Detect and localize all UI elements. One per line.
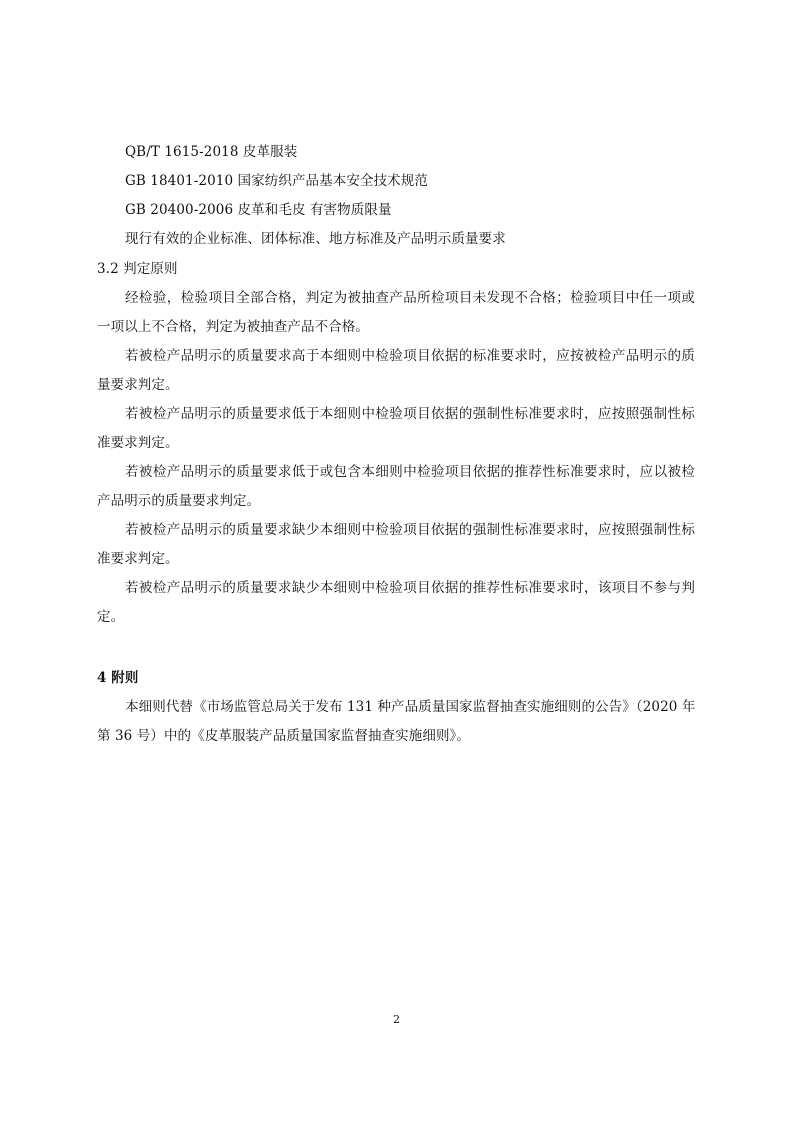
- paragraph-line: 若被检产品明示的质量要求低于或包含本细则中检验项目依据的推荐性标准要求时，应以被检: [125, 464, 695, 480]
- paragraph-line: 第 36 号）中的《皮革服装产品质量国家监督抽查实施细则》。: [97, 728, 471, 744]
- paragraph-line: 定。: [97, 609, 125, 625]
- standard-item: QB/T 1615-2018 皮革服装: [125, 144, 298, 160]
- standard-item: GB 20400-2006 皮革和毛皮 有害物质限量: [125, 202, 392, 218]
- paragraph-line: 准要求判定。: [97, 551, 179, 567]
- section-heading: 3.2 判定原则: [97, 261, 178, 277]
- paragraph-line: 本细则代替《市场监管总局关于发布 131 种产品质量国家监督抽查实施细则的公告》（2020 年: [125, 699, 696, 715]
- section-heading: 4 附则: [97, 670, 139, 686]
- paragraph-line: 量要求判定。: [97, 377, 179, 393]
- paragraph-line: 准要求判定。: [97, 435, 179, 451]
- paragraph-line: 一项以上不合格，判定为被抽查产品不合格。: [97, 319, 369, 335]
- standard-item: GB 18401-2010 国家纺织产品基本安全技术规范: [125, 173, 428, 189]
- paragraph-line: 若被检产品明示的质量要求缺少本细则中检验项目依据的强制性标准要求时，应按照强制性标: [125, 522, 695, 538]
- paragraph-line: 若被检产品明示的质量要求低于本细则中检验项目依据的强制性标准要求时，应按照强制性标: [125, 406, 695, 422]
- page-number: 2: [393, 1013, 400, 1026]
- paragraph-line: 若被检产品明示的质量要求高于本细则中检验项目依据的标准要求时，应按被检产品明示的质: [125, 348, 695, 364]
- standard-item: 现行有效的企业标准、团体标准、地方标准及产品明示质量要求: [125, 231, 506, 247]
- paragraph-line: 经检验，检验项目全部合格，判定为被抽查产品所检项目未发现不合格；检验项目中任一项或: [125, 290, 695, 306]
- paragraph-line: 若被检产品明示的质量要求缺少本细则中检验项目依据的推荐性标准要求时，该项目不参与判: [125, 580, 695, 596]
- paragraph-line: 产品明示的质量要求判定。: [97, 493, 261, 509]
